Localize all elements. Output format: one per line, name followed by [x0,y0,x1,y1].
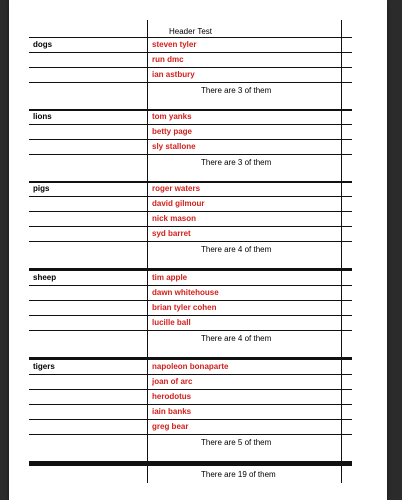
row-divider [29,181,352,182]
column-divider [147,37,148,109]
row-divider [29,52,352,53]
member-name: ian astbury [152,70,195,79]
member-name: iain banks [152,407,192,416]
member-name: herodotus [152,392,192,401]
column-divider [147,20,148,37]
column-divider [341,109,342,181]
column-divider [147,181,148,268]
group-label: sheep [33,273,57,282]
member-name: dawn whitehouse [152,288,219,297]
report-page [9,0,387,500]
group-label: lions [33,112,52,121]
row-divider [29,419,352,420]
member-name: tim apple [152,273,188,282]
member-name: tom yanks [152,112,192,121]
row-divider [29,226,352,227]
row-divider [29,270,352,271]
row-divider [29,389,352,390]
member-name: joan of arc [152,377,193,386]
member-name: nick mason [152,214,197,223]
row-divider [29,196,352,197]
column-divider [147,270,148,357]
member-name: lucille ball [152,318,191,327]
row-divider [29,374,352,375]
row-divider [29,359,352,360]
row-divider [29,300,352,301]
row-divider [29,315,352,316]
grand-total: There are 19 of them [201,470,276,479]
member-name: syd barret [152,229,191,238]
column-divider [341,37,342,109]
row-divider [29,465,352,466]
group-count-summary: There are 3 of them [201,158,272,167]
row-divider [29,67,352,68]
row-divider [29,37,352,38]
member-name: greg bear [152,422,189,431]
group-label: tigers [33,362,55,371]
member-name: brian tyler cohen [152,303,217,312]
row-divider [29,109,352,110]
column-divider [147,109,148,181]
member-name: napoleon bonaparte [152,362,229,371]
row-divider [29,211,352,212]
column-divider [341,181,342,268]
member-name: steven tyler [152,40,197,49]
column-divider [147,437,148,464]
row-divider [29,82,352,83]
row-divider [29,154,352,155]
report-header: Header Test [169,27,212,36]
row-divider [29,285,352,286]
row-divider [29,241,352,242]
row-divider [29,434,352,435]
column-divider [341,20,342,37]
group-count-summary: There are 4 of them [201,245,272,254]
member-name: david gilmour [152,199,205,208]
member-name: sly stallone [152,142,196,151]
group-count-summary: There are 3 of them [201,86,272,95]
member-name: run dmc [152,55,184,64]
member-name: betty page [152,127,193,136]
column-divider [341,270,342,357]
group-label: dogs [33,40,53,49]
group-count-summary: There are 4 of them [201,334,272,343]
group-count-summary: There are 5 of them [201,438,272,447]
column-divider [147,463,148,483]
group-label: pigs [33,184,50,193]
row-divider [29,124,352,125]
row-divider [29,404,352,405]
row-divider [29,139,352,140]
column-divider [341,437,342,483]
row-divider [29,330,352,331]
member-name: roger waters [152,184,201,193]
